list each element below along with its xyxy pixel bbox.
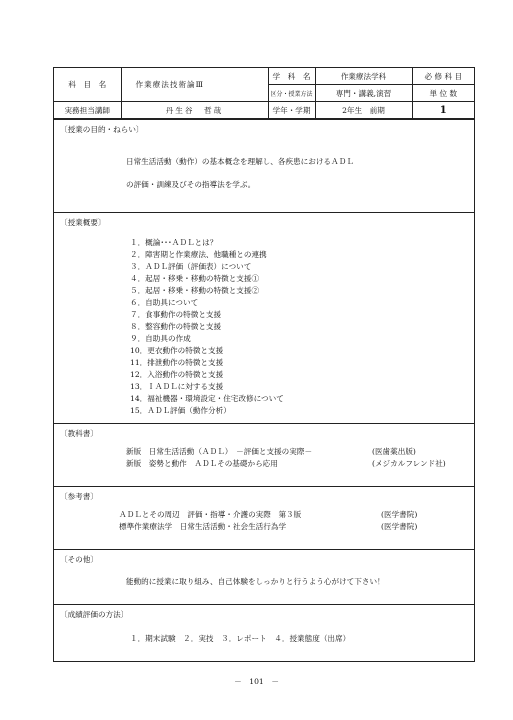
textbook-heading: 〔教科書〕 [60,429,98,438]
purpose-section [54,119,474,212]
purpose-line: の評価・訓練及びその指導法を学ぶ。 [126,180,256,189]
year-term-label: 学年・学期 [268,102,315,119]
overview-item: ８．整容動作の特徴と支援 [130,322,222,331]
evaluation-text: １．期末試験 ２．実技 ３．レポート ４．授業態度（出席） [130,634,351,643]
overview-item: 14．福祉機器・環境設定・住宅改修について [130,394,284,403]
year-term-value: 2年生 前期 [315,102,412,119]
overview-item: 12．入浴動作の特徴と支援 [130,370,224,379]
evaluation-heading: 〔成績評価の方法〕 [60,610,129,619]
overview-item: ９．自助具の作成 [130,334,191,343]
lecturer-name: 丹生谷 哲哉 [121,102,268,119]
overview-item: ７．食事動作の特徴と支援 [130,310,222,319]
other-heading: 〔その他〕 [60,555,98,564]
other-section [54,549,474,604]
credit-label: 単 位 数 [412,85,474,102]
department-label: 学 科 名 [268,68,315,85]
overview-item: 11．排泄動作の特徴と支援 [130,358,224,367]
syllabus-frame [53,67,475,662]
required-course-label: 必 修 科 目 [412,68,474,85]
overview-section [54,212,474,423]
category-value: 専門・講義,演習 [315,85,412,102]
reference-heading: 〔参考書〕 [60,492,98,501]
reference-publisher: (医学書院) [381,522,418,531]
textbook-publisher: (医歯薬出版) [372,447,416,456]
overview-item: ４．起居・移乗・移動の特徴と支援① [130,274,260,283]
reference-title: 標準作業療法学 日常生活活動・社会生活行為学 [119,522,287,531]
textbook-title: 新版 姿勢と動作 ＡＤＬその基礎から応用 [126,459,278,468]
overview-item: 15．ＡＤＬ評価（動作分析） [130,406,231,415]
credit-value: 1 [412,102,474,119]
subject-name: 作業療法技術論Ⅲ [121,68,268,102]
lecturer-label: 実務担当講師 [54,102,121,119]
overview-item: ５．起居・移乗・移動の特徴と支援② [130,286,260,295]
overview-item: ３．ＡＤＬ評価（評価表）について [130,262,252,271]
overview-item: 10．更衣動作の特徴と支援 [130,346,224,355]
other-text: 能動的に授業に取り組み、自己体験をしっかりと行うよう心がけて下さい！ [126,577,385,586]
reference-publisher: (医学書院) [381,510,418,519]
evaluation-section [54,604,474,661]
textbook-title: 新版 日常生活活動（ＡＤＬ） －評価と支援の実際－ [126,447,313,456]
category-label: 区分・授業方法 [268,85,315,102]
textbook-publisher: (メジカルフレンド社) [372,459,446,468]
overview-item: ２．障害期と作業療法、他職種との連携 [130,250,267,259]
course-header-table [54,68,474,119]
purpose-line: 日常生活活動（動作）の基本概念を理解し、各疾患におけるＡＤＬ [126,157,354,166]
department-value: 作業療法学科 [315,68,412,85]
overview-heading: 〔授業概要〕 [60,218,106,227]
page-number: － 101 － [234,677,279,686]
overview-item: 13．ＩＡＤＬに対する支援 [130,382,224,391]
overview-item: ６．自助具について [130,298,199,307]
overview-item: １．概論･･･ＡＤＬとは？ [130,238,218,247]
purpose-heading: 〔授業の目的・ねらい〕 [60,125,144,134]
subject-label: 科 目 名 [54,68,121,102]
reference-section [54,486,474,549]
reference-title: ＡＤＬとその周辺 評価・指導・介護の実際 第３版 [119,510,302,519]
textbook-section [54,423,474,486]
